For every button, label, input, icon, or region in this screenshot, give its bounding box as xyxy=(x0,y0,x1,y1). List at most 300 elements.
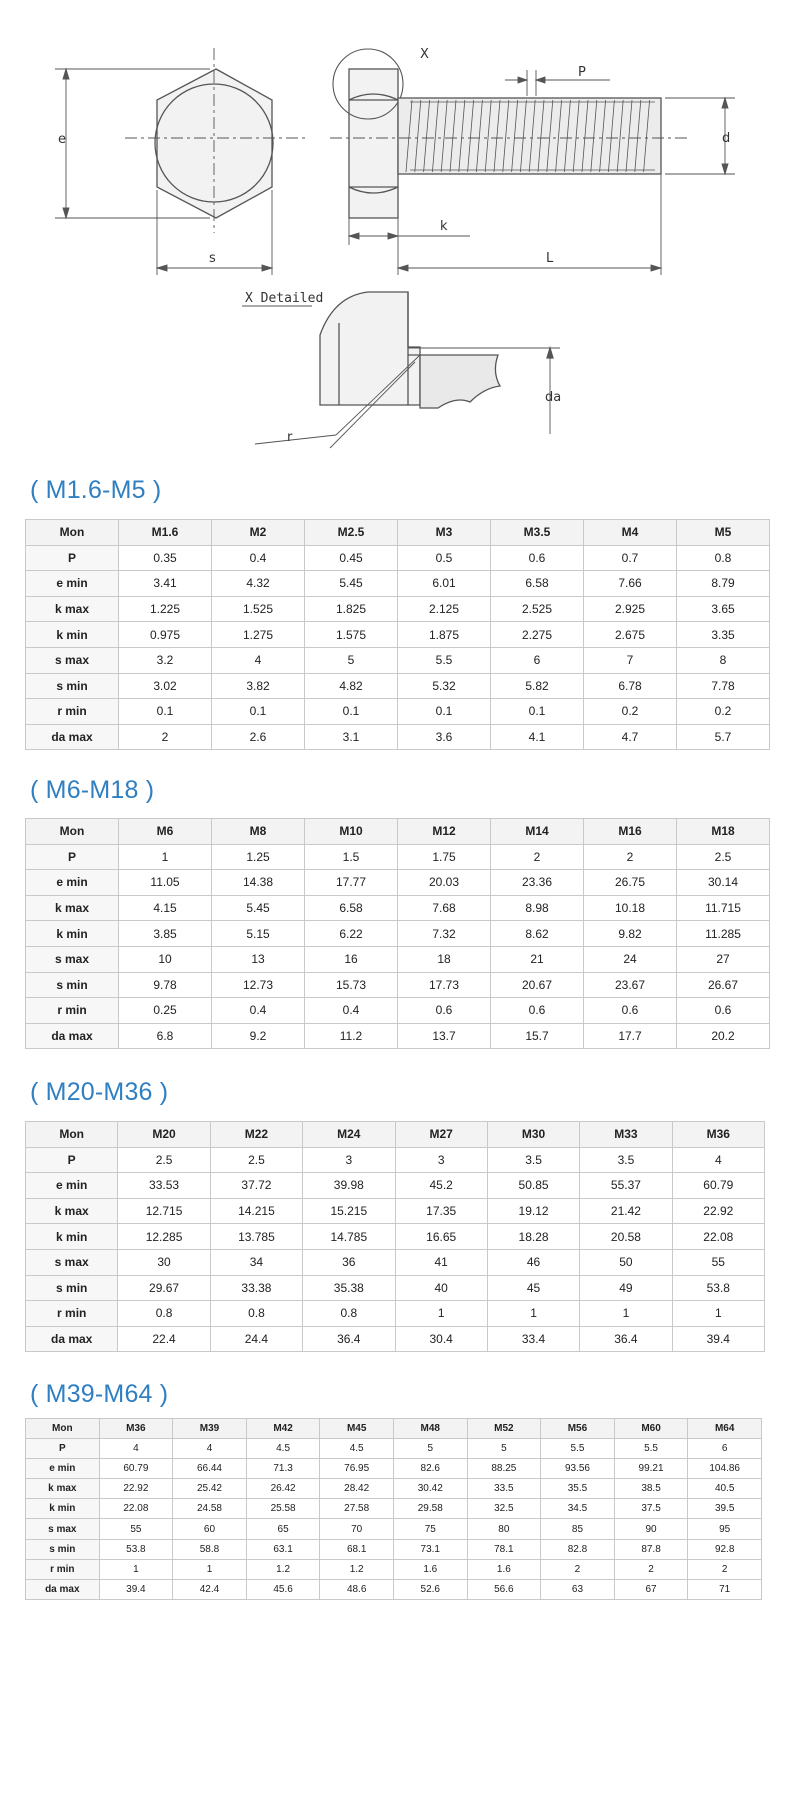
table-cell: 6 xyxy=(491,647,584,673)
table-cell: 1.575 xyxy=(305,622,398,648)
table-header-cell: Mon xyxy=(26,1122,118,1148)
table-cell: 1 xyxy=(173,1559,247,1579)
table-row-label: k max xyxy=(26,1198,118,1224)
table-cell: 15.7 xyxy=(491,1023,584,1049)
table-cell: 33.4 xyxy=(487,1326,579,1352)
label-d: d xyxy=(722,131,731,146)
table-row-label: e min xyxy=(26,1173,118,1199)
table-cell: 11.2 xyxy=(305,1023,398,1049)
table-row xyxy=(26,946,770,972)
table-cell: 30.4 xyxy=(395,1326,487,1352)
table-cell: 20.67 xyxy=(491,972,584,998)
table-cell: 2.525 xyxy=(491,596,584,622)
table-cell: 2 xyxy=(119,724,212,750)
table-cell: 15.215 xyxy=(303,1198,395,1224)
table-cell: 76.95 xyxy=(320,1459,394,1479)
table-row xyxy=(26,1326,765,1352)
table-cell: 75 xyxy=(393,1519,467,1539)
table-cell: 2 xyxy=(688,1559,762,1579)
table-cell: 32.5 xyxy=(467,1499,541,1519)
table-header-cell: M8 xyxy=(212,819,305,845)
table-row-label: da max xyxy=(26,724,119,750)
table-cell: 36.4 xyxy=(580,1326,672,1352)
table-cell: 3 xyxy=(303,1147,395,1173)
table-cell: 2.5 xyxy=(677,844,770,870)
table-header-cell: M14 xyxy=(491,819,584,845)
table-cell: 12.285 xyxy=(118,1224,210,1250)
table-cell: 93.56 xyxy=(541,1459,615,1479)
table-row xyxy=(26,622,770,648)
table-cell: 21.42 xyxy=(580,1198,672,1224)
table-cell: 71 xyxy=(688,1579,762,1599)
table-row-label: da max xyxy=(26,1326,118,1352)
table-cell: 1.875 xyxy=(398,622,491,648)
table-row-label: k min xyxy=(26,921,119,947)
table-row xyxy=(26,972,770,998)
table-row xyxy=(26,1479,762,1499)
table-row xyxy=(26,571,770,597)
table-cell: 41 xyxy=(395,1249,487,1275)
table-cell: 7.66 xyxy=(584,571,677,597)
table-cell: 20.2 xyxy=(677,1023,770,1049)
table-cell: 4.15 xyxy=(119,895,212,921)
label-da: da xyxy=(545,390,562,405)
table-cell: 27 xyxy=(677,946,770,972)
table-cell: 3.5 xyxy=(487,1147,579,1173)
table-cell: 0.45 xyxy=(305,545,398,571)
table-row xyxy=(26,1301,765,1327)
section-title-m20-m36: ( M20-M36 ) xyxy=(30,1078,169,1106)
table-row-label: s max xyxy=(26,1519,100,1539)
table-cell: 39.4 xyxy=(672,1326,764,1352)
table-cell: 5 xyxy=(393,1439,467,1459)
table-header-cell: M10 xyxy=(305,819,398,845)
table-cell: 4.7 xyxy=(584,724,677,750)
table-cell: 99.21 xyxy=(614,1459,688,1479)
table-cell: 5.82 xyxy=(491,673,584,699)
table-cell: 6.58 xyxy=(305,895,398,921)
table-cell: 40.5 xyxy=(688,1479,762,1499)
table-cell: 49 xyxy=(580,1275,672,1301)
table-row xyxy=(26,1023,770,1049)
table-header-cell: M20 xyxy=(118,1122,210,1148)
table-cell: 1.2 xyxy=(320,1559,394,1579)
table-cell: 5 xyxy=(305,647,398,673)
table-cell: 30 xyxy=(118,1249,210,1275)
table-cell: 0.1 xyxy=(212,699,305,725)
table-cell: 1 xyxy=(119,844,212,870)
table-header-row xyxy=(26,819,770,845)
table-header-cell: Mon xyxy=(26,520,119,546)
table-cell: 22.92 xyxy=(99,1479,173,1499)
table-row-label: r min xyxy=(26,1301,118,1327)
table-header-cell: M3.5 xyxy=(491,520,584,546)
table-cell: 1 xyxy=(487,1301,579,1327)
table-cell: 27.58 xyxy=(320,1499,394,1519)
table-cell: 5.32 xyxy=(398,673,491,699)
table-header-cell: M52 xyxy=(467,1419,541,1439)
table-row-label: k min xyxy=(26,1499,100,1519)
table-header-cell: Mon xyxy=(26,1419,100,1439)
table-cell: 0.4 xyxy=(305,998,398,1024)
table-row-label: r min xyxy=(26,699,119,725)
table-cell: 2 xyxy=(541,1559,615,1579)
table-row xyxy=(26,545,770,571)
table-cell: 9.78 xyxy=(119,972,212,998)
table-cell: 45.2 xyxy=(395,1173,487,1199)
table-header-cell: M33 xyxy=(580,1122,672,1148)
label-r: r xyxy=(287,430,293,445)
table-cell: 4.1 xyxy=(491,724,584,750)
table-row xyxy=(26,895,770,921)
table-cell: 52.6 xyxy=(393,1579,467,1599)
table-cell: 1.5 xyxy=(305,844,398,870)
table-cell: 3.02 xyxy=(119,673,212,699)
section-title-m39-m64: ( M39-M64 ) xyxy=(30,1380,169,1408)
section-title-m6-m18: ( M6-M18 ) xyxy=(30,776,155,804)
l-dimension xyxy=(398,174,661,275)
spec-table-m20-m36 xyxy=(25,1121,765,1352)
table-cell: 33.38 xyxy=(210,1275,302,1301)
table-row xyxy=(26,1198,765,1224)
table-cell: 17.35 xyxy=(395,1198,487,1224)
label-p: P xyxy=(578,65,586,80)
table-cell: 60 xyxy=(173,1519,247,1539)
table-cell: 13.7 xyxy=(398,1023,491,1049)
table-cell: 3 xyxy=(395,1147,487,1173)
table-cell: 20.03 xyxy=(398,870,491,896)
table-row xyxy=(26,724,770,750)
table-row-label: P xyxy=(26,545,119,571)
table-row xyxy=(26,699,770,725)
table-cell: 88.25 xyxy=(467,1459,541,1479)
table-cell: 14.38 xyxy=(212,870,305,896)
table-header-row xyxy=(26,520,770,546)
table-cell: 39.98 xyxy=(303,1173,395,1199)
table-cell: 55 xyxy=(99,1519,173,1539)
table-header-cell: M42 xyxy=(246,1419,320,1439)
table-cell: 11.715 xyxy=(677,895,770,921)
table-cell: 0.6 xyxy=(584,998,677,1024)
table-cell: 4.32 xyxy=(212,571,305,597)
table-header-cell: M64 xyxy=(688,1419,762,1439)
label-s: s xyxy=(209,251,216,266)
table-cell: 70 xyxy=(320,1519,394,1539)
table-cell: 6.01 xyxy=(398,571,491,597)
table-header-cell: M48 xyxy=(393,1419,467,1439)
table-cell: 8.62 xyxy=(491,921,584,947)
table-header-cell: M36 xyxy=(672,1122,764,1148)
table-row-label: da max xyxy=(26,1023,119,1049)
table-row xyxy=(26,1249,765,1275)
table-cell: 50 xyxy=(580,1249,672,1275)
table-cell: 13.785 xyxy=(210,1224,302,1250)
table-row-label: da max xyxy=(26,1579,100,1599)
table-cell: 71.3 xyxy=(246,1459,320,1479)
table-row xyxy=(26,1439,762,1459)
table-cell: 16 xyxy=(305,946,398,972)
table-row xyxy=(26,673,770,699)
table-header-cell: M27 xyxy=(395,1122,487,1148)
table-cell: 63 xyxy=(541,1579,615,1599)
table-cell: 34.5 xyxy=(541,1499,615,1519)
table-cell: 1.275 xyxy=(212,622,305,648)
table-cell: 1.825 xyxy=(305,596,398,622)
table-cell: 1.75 xyxy=(398,844,491,870)
table-cell: 0.8 xyxy=(303,1301,395,1327)
table-row-label: P xyxy=(26,844,119,870)
table-header-cell: M18 xyxy=(677,819,770,845)
table-cell: 3.6 xyxy=(398,724,491,750)
label-k: k xyxy=(440,219,448,234)
table-cell: 82.8 xyxy=(541,1539,615,1559)
x-detail-view xyxy=(242,292,560,448)
table-cell: 6.8 xyxy=(119,1023,212,1049)
table-cell: 17.7 xyxy=(584,1023,677,1049)
table-cell: 2.125 xyxy=(398,596,491,622)
table-cell: 35.38 xyxy=(303,1275,395,1301)
table-cell: 55 xyxy=(672,1249,764,1275)
table-cell: 85 xyxy=(541,1519,615,1539)
table-cell: 11.05 xyxy=(119,870,212,896)
table-cell: 92.8 xyxy=(688,1539,762,1559)
table-cell: 1 xyxy=(672,1301,764,1327)
table-header-cell: M30 xyxy=(487,1122,579,1148)
table-row xyxy=(26,1579,762,1599)
table-row-label: k max xyxy=(26,1479,100,1499)
table-cell: 5 xyxy=(467,1439,541,1459)
table-cell: 0.1 xyxy=(398,699,491,725)
table-cell: 66.44 xyxy=(173,1459,247,1479)
spec-table-m1-6-m5 xyxy=(25,519,770,750)
table-cell: 1 xyxy=(99,1559,173,1579)
table-cell: 22.92 xyxy=(672,1198,764,1224)
table-cell: 67 xyxy=(614,1579,688,1599)
table-cell: 45 xyxy=(487,1275,579,1301)
table-cell: 6.78 xyxy=(584,673,677,699)
table-header-cell: M2 xyxy=(212,520,305,546)
table-header-row xyxy=(26,1419,762,1439)
table-row xyxy=(26,1519,762,1539)
hex-head-front-view xyxy=(125,48,305,233)
table-cell: 33.53 xyxy=(118,1173,210,1199)
table-cell: 23.67 xyxy=(584,972,677,998)
table-cell: 4 xyxy=(99,1439,173,1459)
table-cell: 17.73 xyxy=(398,972,491,998)
table-cell: 45.6 xyxy=(246,1579,320,1599)
table-cell: 9.2 xyxy=(212,1023,305,1049)
table-cell: 16.65 xyxy=(395,1224,487,1250)
table-cell: 5.45 xyxy=(305,571,398,597)
table-cell: 2.6 xyxy=(212,724,305,750)
table-cell: 60.79 xyxy=(672,1173,764,1199)
table-cell: 40 xyxy=(395,1275,487,1301)
table-cell: 0.8 xyxy=(118,1301,210,1327)
table-cell: 6 xyxy=(688,1439,762,1459)
table-cell: 0.8 xyxy=(677,545,770,571)
table-row-label: P xyxy=(26,1439,100,1459)
table-row xyxy=(26,1173,765,1199)
bolt-technical-drawing xyxy=(0,0,800,460)
label-x-detailed: X Detailed xyxy=(245,291,324,306)
table-header-cell: M5 xyxy=(677,520,770,546)
table-row xyxy=(26,998,770,1024)
table-cell: 56.6 xyxy=(467,1579,541,1599)
table-cell: 2 xyxy=(584,844,677,870)
table-cell: 2.925 xyxy=(584,596,677,622)
table-cell: 36 xyxy=(303,1249,395,1275)
label-x: X xyxy=(420,47,429,62)
table-cell: 4 xyxy=(672,1147,764,1173)
table-header-cell: M16 xyxy=(584,819,677,845)
p-dimension xyxy=(505,70,610,96)
table-cell: 17.77 xyxy=(305,870,398,896)
table-cell: 0.25 xyxy=(119,998,212,1024)
table-cell: 2.275 xyxy=(491,622,584,648)
table-cell: 37.72 xyxy=(210,1173,302,1199)
table-cell: 5.15 xyxy=(212,921,305,947)
table-cell: 1 xyxy=(580,1301,672,1327)
table-cell: 63.1 xyxy=(246,1539,320,1559)
table-cell: 5.45 xyxy=(212,895,305,921)
table-row-label: s min xyxy=(26,673,119,699)
table-cell: 73.1 xyxy=(393,1539,467,1559)
table-row xyxy=(26,1459,762,1479)
table-cell: 4.5 xyxy=(320,1439,394,1459)
table-header-row xyxy=(26,1122,765,1148)
table-cell: 50.85 xyxy=(487,1173,579,1199)
table-cell: 80 xyxy=(467,1519,541,1539)
table-header-cell: Mon xyxy=(26,819,119,845)
table-cell: 9.82 xyxy=(584,921,677,947)
table-row-label: r min xyxy=(26,1559,100,1579)
table-cell: 53.8 xyxy=(672,1275,764,1301)
table-row-label: k min xyxy=(26,1224,118,1250)
table-row xyxy=(26,1539,762,1559)
table-row-label: r min xyxy=(26,998,119,1024)
table-cell: 39.4 xyxy=(99,1579,173,1599)
table-cell: 1.6 xyxy=(467,1559,541,1579)
table-cell: 0.6 xyxy=(677,998,770,1024)
table-cell: 35.5 xyxy=(541,1479,615,1499)
table-cell: 5.5 xyxy=(614,1439,688,1459)
table-row xyxy=(26,1275,765,1301)
bolt-side-view xyxy=(330,49,690,218)
table-cell: 53.8 xyxy=(99,1539,173,1559)
table-cell: 5.7 xyxy=(677,724,770,750)
table-cell: 26.67 xyxy=(677,972,770,998)
table-row xyxy=(26,1224,765,1250)
table-cell: 38.5 xyxy=(614,1479,688,1499)
table-row xyxy=(26,921,770,947)
table-cell: 39.5 xyxy=(688,1499,762,1519)
table-cell: 37.5 xyxy=(614,1499,688,1519)
table-cell: 4 xyxy=(212,647,305,673)
table-cell: 55.37 xyxy=(580,1173,672,1199)
table-cell: 7 xyxy=(584,647,677,673)
table-row-label: s min xyxy=(26,1275,118,1301)
table-cell: 65 xyxy=(246,1519,320,1539)
table-cell: 58.8 xyxy=(173,1539,247,1559)
table-cell: 82.6 xyxy=(393,1459,467,1479)
table-row xyxy=(26,870,770,896)
table-row-label: e min xyxy=(26,1459,100,1479)
table-cell: 18 xyxy=(398,946,491,972)
table-cell: 3.65 xyxy=(677,596,770,622)
spec-table-m6-m18 xyxy=(25,818,770,1049)
table-cell: 3.85 xyxy=(119,921,212,947)
table-cell: 34 xyxy=(210,1249,302,1275)
table-cell: 3.2 xyxy=(119,647,212,673)
table-cell: 33.5 xyxy=(467,1479,541,1499)
table-row-label: s max xyxy=(26,647,119,673)
table-header-cell: M36 xyxy=(99,1419,173,1439)
table-cell: 0.1 xyxy=(491,699,584,725)
table-cell: 25.58 xyxy=(246,1499,320,1519)
table-cell: 0.5 xyxy=(398,545,491,571)
table-cell: 60.79 xyxy=(99,1459,173,1479)
table-cell: 8.79 xyxy=(677,571,770,597)
table-cell: 6.22 xyxy=(305,921,398,947)
table-cell: 7.32 xyxy=(398,921,491,947)
section-title-m1-6-m5: ( M1.6-M5 ) xyxy=(30,476,162,504)
table-header-cell: M22 xyxy=(210,1122,302,1148)
table-cell: 14.785 xyxy=(303,1224,395,1250)
table-cell: 1.6 xyxy=(393,1559,467,1579)
table-cell: 0.6 xyxy=(491,545,584,571)
table-header-cell: M56 xyxy=(541,1419,615,1439)
table-row-label: s min xyxy=(26,972,119,998)
table-cell: 68.1 xyxy=(320,1539,394,1559)
table-cell: 12.73 xyxy=(212,972,305,998)
table-row xyxy=(26,1147,765,1173)
label-e: e xyxy=(58,132,66,147)
table-cell: 4.5 xyxy=(246,1439,320,1459)
table-row-label: s min xyxy=(26,1539,100,1559)
table-cell: 7.68 xyxy=(398,895,491,921)
table-cell: 5.5 xyxy=(541,1439,615,1459)
table-cell: 23.36 xyxy=(491,870,584,896)
table-cell: 14.215 xyxy=(210,1198,302,1224)
table-cell: 1.225 xyxy=(119,596,212,622)
table-header-cell: M24 xyxy=(303,1122,395,1148)
table-cell: 0.2 xyxy=(584,699,677,725)
table-cell: 2.5 xyxy=(118,1147,210,1173)
table-cell: 26.75 xyxy=(584,870,677,896)
table-cell: 3.35 xyxy=(677,622,770,648)
table-cell: 42.4 xyxy=(173,1579,247,1599)
table-cell: 28.42 xyxy=(320,1479,394,1499)
table-cell: 0.7 xyxy=(584,545,677,571)
table-cell: 8.98 xyxy=(491,895,584,921)
table-cell: 3.82 xyxy=(212,673,305,699)
table-cell: 0.6 xyxy=(491,998,584,1024)
table-row-label: s max xyxy=(26,946,119,972)
label-l: L xyxy=(546,251,554,266)
table-cell: 0.4 xyxy=(212,545,305,571)
table-cell: 1.2 xyxy=(246,1559,320,1579)
table-cell: 29.58 xyxy=(393,1499,467,1519)
table-cell: 15.73 xyxy=(305,972,398,998)
table-cell: 20.58 xyxy=(580,1224,672,1250)
table-cell: 46 xyxy=(487,1249,579,1275)
table-cell: 22.08 xyxy=(99,1499,173,1519)
table-cell: 2 xyxy=(491,844,584,870)
table-cell: 104.86 xyxy=(688,1459,762,1479)
table-cell: 3.5 xyxy=(580,1147,672,1173)
table-cell: 78.1 xyxy=(467,1539,541,1559)
table-header-cell: M45 xyxy=(320,1419,394,1439)
